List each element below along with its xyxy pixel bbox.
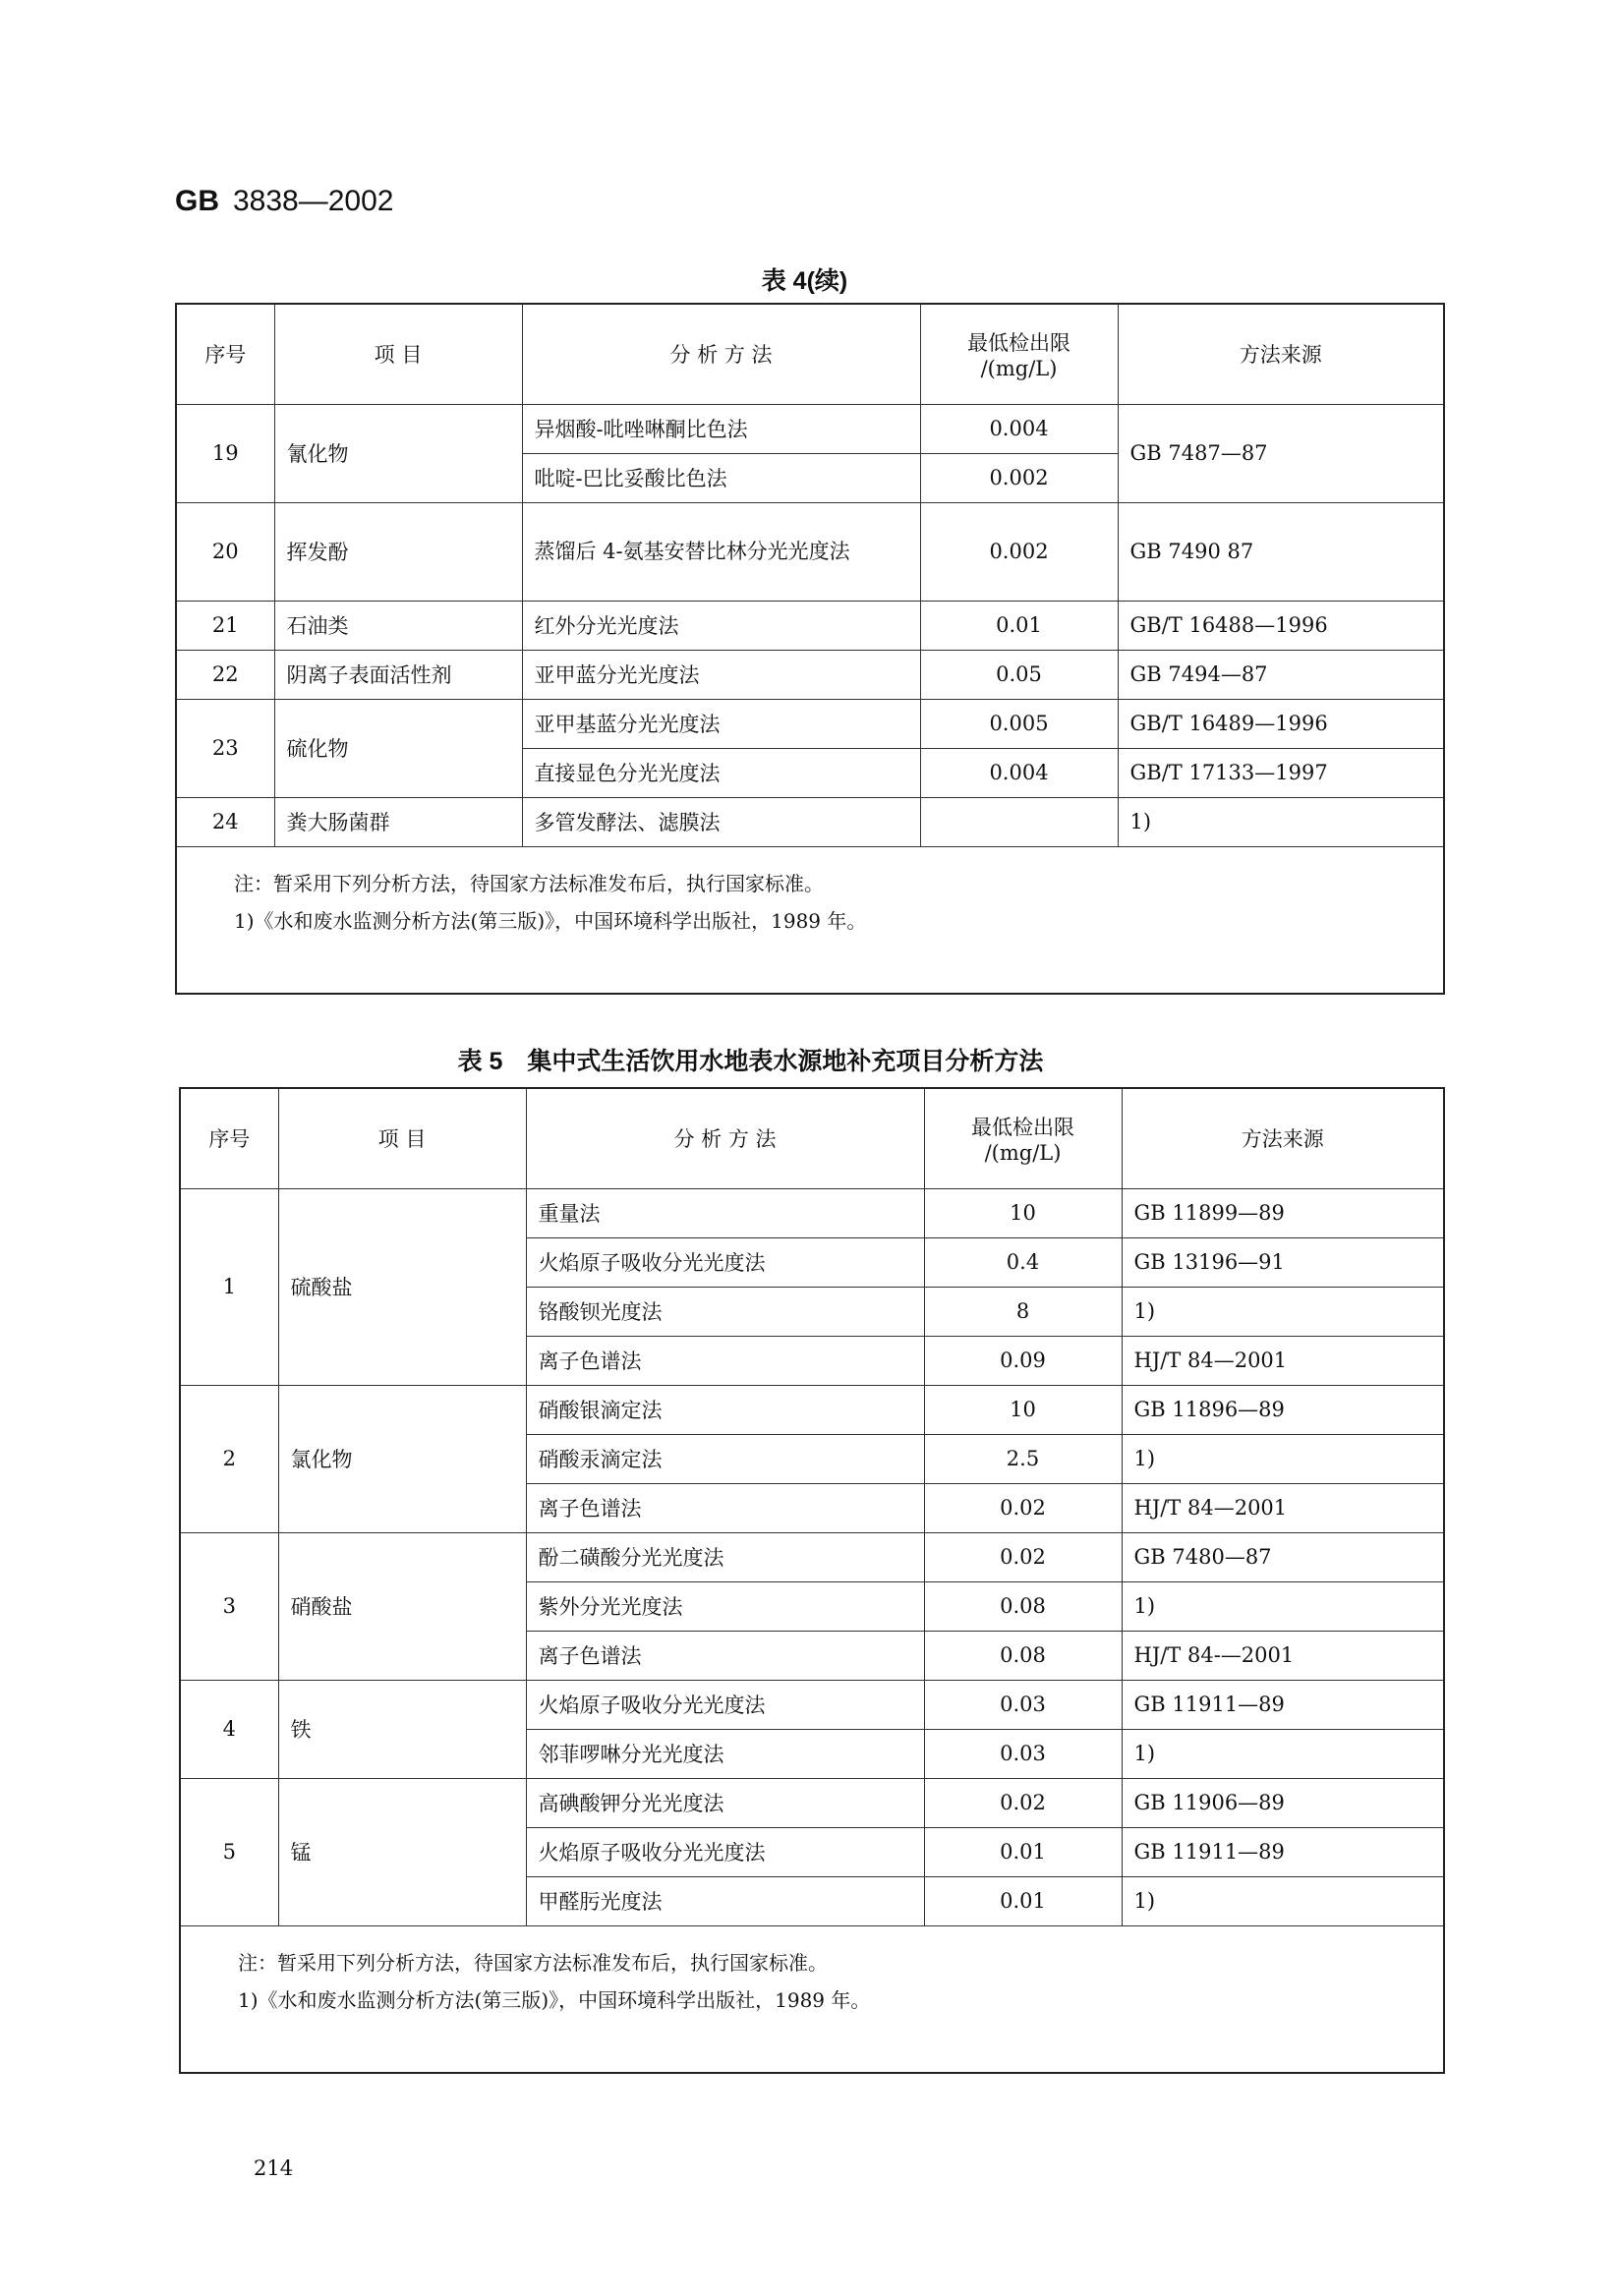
- row-source: GB 11911—89: [1122, 1680, 1444, 1729]
- row-no: 2: [180, 1385, 278, 1532]
- row-source: GB/T 16488—1996: [1118, 601, 1444, 650]
- row-method: 甲醛肟光度法: [526, 1876, 924, 1925]
- row-item: 粪大肠菌群: [274, 797, 522, 846]
- row-method: 蒸馏后 4-氨基安替比林分光光度法: [522, 502, 920, 601]
- table-row: [176, 404, 1444, 453]
- row-source: 1): [1122, 1581, 1444, 1631]
- row-no: 24: [176, 797, 274, 846]
- row-item: 锰: [278, 1778, 526, 1925]
- row-method: 直接显色分光光度法: [522, 748, 920, 797]
- row-source: GB 7494—87: [1118, 650, 1444, 699]
- row-limit: 0.02: [924, 1483, 1122, 1532]
- col-header-source: 方法来源: [1122, 1088, 1444, 1188]
- row-source: 1): [1122, 1434, 1444, 1483]
- row-no: 3: [180, 1532, 278, 1680]
- row-limit: 0.02: [924, 1778, 1122, 1827]
- row-limit: 0.4: [924, 1237, 1122, 1287]
- table5-caption: 表 5 集中式生活饮用水地表水源地补充项目分析方法: [457, 1048, 1044, 1075]
- row-limit: 2.5: [924, 1434, 1122, 1483]
- table-row: [176, 699, 1444, 748]
- row-no: 22: [176, 650, 274, 699]
- row-item: 硫酸盐: [278, 1188, 526, 1385]
- table-row: [180, 1385, 1444, 1434]
- row-method: 铬酸钡光度法: [526, 1287, 924, 1336]
- row-source: 1): [1122, 1876, 1444, 1925]
- row-no: 5: [180, 1778, 278, 1925]
- col-header-item: 项 目: [274, 304, 522, 404]
- row-item: 挥发酚: [274, 502, 522, 601]
- row-method: 高碘酸钾分光光度法: [526, 1778, 924, 1827]
- row-no: 19: [176, 404, 274, 502]
- standard-code: GB 3838—2002: [175, 185, 394, 217]
- table-row: [180, 1532, 1444, 1581]
- row-method: 异烟酸-吡唑啉酮比色法: [522, 404, 920, 453]
- row-method: 红外分光光度法: [522, 601, 920, 650]
- row-limit: 0.01: [924, 1876, 1122, 1925]
- row-method: 紫外分光光度法: [526, 1581, 924, 1631]
- table-row: [176, 650, 1444, 699]
- row-limit: 0.09: [924, 1336, 1122, 1385]
- col-header-source: 方法来源: [1118, 304, 1444, 404]
- row-item: 硝酸盐: [278, 1532, 526, 1680]
- row-method: 硝酸汞滴定法: [526, 1434, 924, 1483]
- table-note: 注：暂采用下列分析方法，待国家方法标准发布后，执行国家标准。 1)《水和废水监测分析方法(第三版)》，中国环境科学出版社，1989 年。: [176, 846, 1444, 994]
- col-header-method: 分 析 方 法: [522, 304, 920, 404]
- row-no: 23: [176, 699, 274, 797]
- col-header-limit: 最低检出限 /(mg/L): [920, 304, 1118, 404]
- row-method: 多管发酵法、滤膜法: [522, 797, 920, 846]
- table-row: [180, 1778, 1444, 1827]
- row-limit: 0.03: [924, 1729, 1122, 1778]
- row-item: 阴离子表面活性剂: [274, 650, 522, 699]
- row-source: HJ/T 84-—2001: [1122, 1631, 1444, 1680]
- page-number: 214: [254, 2156, 294, 2180]
- row-method: 硝酸银滴定法: [526, 1385, 924, 1434]
- col-header-no: 序号: [176, 304, 274, 404]
- row-method: 火焰原子吸收分光光度法: [526, 1237, 924, 1287]
- row-source: GB/T 17133—1997: [1118, 748, 1444, 797]
- row-limit: 0.002: [920, 453, 1118, 502]
- table-row: [176, 502, 1444, 601]
- row-limit: 0.01: [924, 1827, 1122, 1876]
- row-limit: 0.05: [920, 650, 1118, 699]
- col-header-item: 项 目: [278, 1088, 526, 1188]
- row-method: 离子色谱法: [526, 1631, 924, 1680]
- row-limit: 0.03: [924, 1680, 1122, 1729]
- row-no: 1: [180, 1188, 278, 1385]
- row-method: 酚二磺酸分光光度法: [526, 1532, 924, 1581]
- row-source: HJ/T 84—2001: [1122, 1336, 1444, 1385]
- row-limit: 0.08: [924, 1581, 1122, 1631]
- table-row: [180, 1680, 1444, 1729]
- row-limit: 0.004: [920, 748, 1118, 797]
- col-header-method: 分 析 方 法: [526, 1088, 924, 1188]
- row-limit: 10: [924, 1188, 1122, 1237]
- row-source: GB/T 16489—1996: [1118, 699, 1444, 748]
- row-source: HJ/T 84—2001: [1122, 1483, 1444, 1532]
- row-no: 20: [176, 502, 274, 601]
- row-source: 1): [1122, 1729, 1444, 1778]
- table-row: [176, 797, 1444, 846]
- table5: [179, 1087, 1445, 2074]
- row-source: GB 11896—89: [1122, 1385, 1444, 1434]
- row-source: GB 7490 87: [1118, 502, 1444, 601]
- row-method: 邻菲啰啉分光光度法: [526, 1729, 924, 1778]
- row-limit: 0.01: [920, 601, 1118, 650]
- row-limit: 0.005: [920, 699, 1118, 748]
- row-source: GB 7480—87: [1122, 1532, 1444, 1581]
- table-note-row: [180, 1925, 1444, 2073]
- row-item: 石油类: [274, 601, 522, 650]
- col-header-no: 序号: [180, 1088, 278, 1188]
- row-source: 1): [1122, 1287, 1444, 1336]
- row-source: GB 11911—89: [1122, 1827, 1444, 1876]
- table-note-row: [176, 846, 1444, 994]
- row-source: 1): [1118, 797, 1444, 846]
- row-limit: 0.004: [920, 404, 1118, 453]
- table-header-row: [176, 304, 1444, 404]
- table4: [175, 303, 1445, 995]
- table4-caption: 表 4(续): [761, 267, 848, 295]
- row-method: 火焰原子吸收分光光度法: [526, 1827, 924, 1876]
- row-method: 重量法: [526, 1188, 924, 1237]
- row-item: 铁: [278, 1680, 526, 1778]
- row-source: GB 13196—91: [1122, 1237, 1444, 1287]
- table-note: 注：暂采用下列分析方法，待国家方法标准发布后，执行国家标准。 1)《水和废水监测分析方法(第三版)》，中国环境科学出版社，1989 年。: [180, 1925, 1444, 2073]
- row-limit: 0.08: [924, 1631, 1122, 1680]
- row-limit: 10: [924, 1385, 1122, 1434]
- row-method: 亚甲蓝分光光度法: [522, 650, 920, 699]
- col-header-limit: 最低检出限 /(mg/L): [924, 1088, 1122, 1188]
- row-method: 火焰原子吸收分光光度法: [526, 1680, 924, 1729]
- row-item: 氰化物: [274, 404, 522, 502]
- row-no: 4: [180, 1680, 278, 1778]
- row-method: 吡啶-巴比妥酸比色法: [522, 453, 920, 502]
- row-limit: 8: [924, 1287, 1122, 1336]
- row-item: 氯化物: [278, 1385, 526, 1532]
- row-no: 21: [176, 601, 274, 650]
- row-method: 离子色谱法: [526, 1483, 924, 1532]
- row-item: 硫化物: [274, 699, 522, 797]
- row-source: GB 7487—87: [1118, 404, 1444, 502]
- row-method: 亚甲基蓝分光光度法: [522, 699, 920, 748]
- table-header-row: [180, 1088, 1444, 1188]
- row-source: GB 11899—89: [1122, 1188, 1444, 1237]
- table-row: [180, 1188, 1444, 1237]
- row-method: 离子色谱法: [526, 1336, 924, 1385]
- row-limit: 0.02: [924, 1532, 1122, 1581]
- row-limit: [920, 797, 1118, 846]
- row-limit: 0.002: [920, 502, 1118, 601]
- table-row: [176, 601, 1444, 650]
- row-source: GB 11906—89: [1122, 1778, 1444, 1827]
